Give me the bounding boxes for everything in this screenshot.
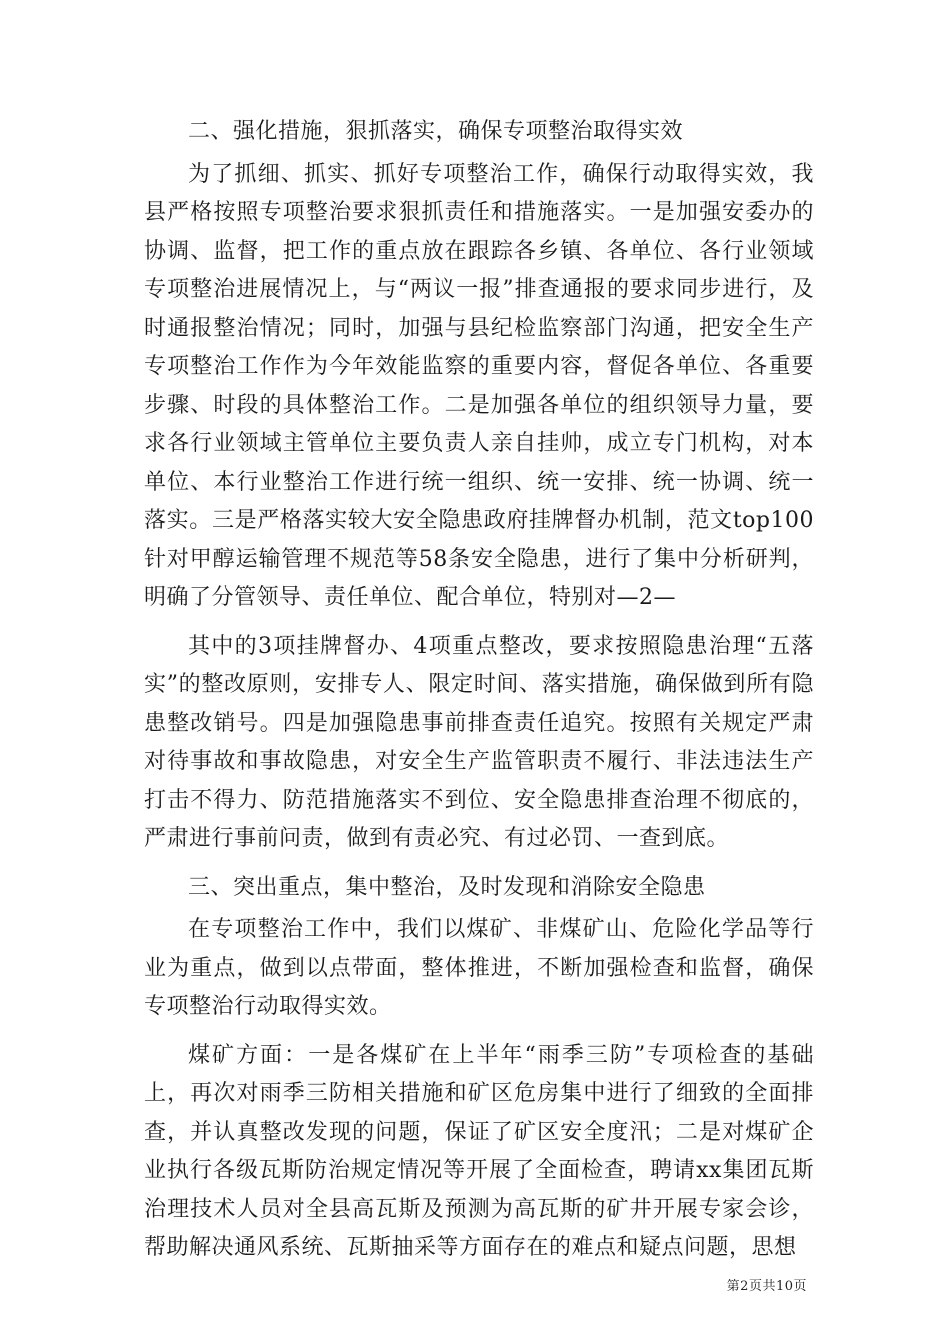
page-number-footer: 第2页共10页 xyxy=(726,1279,807,1294)
paragraph-rectification: 其中的3项挂牌督办、4项重点整改，要求按照隐患治理“五落实”的整改原则，安排专人、限定时间、落实措施，确保做到所有隐患整改销号。四是加强隐患事前排查责任追究。按照有关规定严肃对待事故和事故隐患，对安全生产监管职责不履行、非法违法生产打击不得力、防范措施落实不到位、安全隐患排查治理不彻底的，严肃进行事前问责，做到有责必究、有过必罚、一查到底。 xyxy=(144,633,814,851)
paragraph-key-industries: 在专项整治工作中，我们以煤矿、非煤矿山、危险化学品等行业为重点，做到以点带面，整体推进，不断加强检查和监督，确保专项整治行动取得实效。 xyxy=(144,917,814,1019)
paragraph-coal-mines: 煤矿方面：一是各煤矿在上半年“雨季三防”专项检查的基础上，再次对雨季三防相关措施和矿区危房集中进行了细致的全面排查，并认真整改发现的问题，保证了矿区安全度汛；二是对煤矿企业执行各级瓦斯防治规定情况等开展了全面检查，聘请xx集团瓦斯治理技术人员对全县高瓦斯及预测为高瓦斯的矿井开展专家会诊，帮助解决通风系统、瓦斯抽采等方面存在的难点和疑点问题，思想 xyxy=(144,1042,814,1260)
section-heading-3: 三、突出重点，集中整治，及时发现和消除安全隐患 xyxy=(188,874,706,900)
section-heading-2: 二、强化措施，狠抓落实，确保专项整治取得实效 xyxy=(188,119,684,144)
document-body xyxy=(144,113,814,1278)
paragraph-measures: 为了抓细、抓实、抓好专项整治工作，确保行动取得实效，我县严格按照专项整治要求狠抓责任和措施落实。一是加强安委办的协调、监督，把工作的重点放在跟踪各乡镇、各单位、各行业领域专项整治进展情况上，与“两议一报”排查通报的要求同步进行，及时通报整治情况；同时，加强与县纪检监察部门沟通，把安全生产专项整治工作作为今年效能监察的重要内容，督促各单位、各重要步骤、时段的具体整治工作。二是加强各单位的组织领导力量，要求各行业领域主管单位主要负责人亲自挂帅，成立专门机构，对本单位、本行业整治工作进行统一组织、统一安排、统一协调、统一落实。三是严格落实较大安全隐患政府挂牌督办机制，范文top100针对甲醇运输管理不规范等58条安全隐患，进行了集中分析研判，明确了分管领导、责任单位、配合单位，特别对—2— xyxy=(144,161,814,610)
